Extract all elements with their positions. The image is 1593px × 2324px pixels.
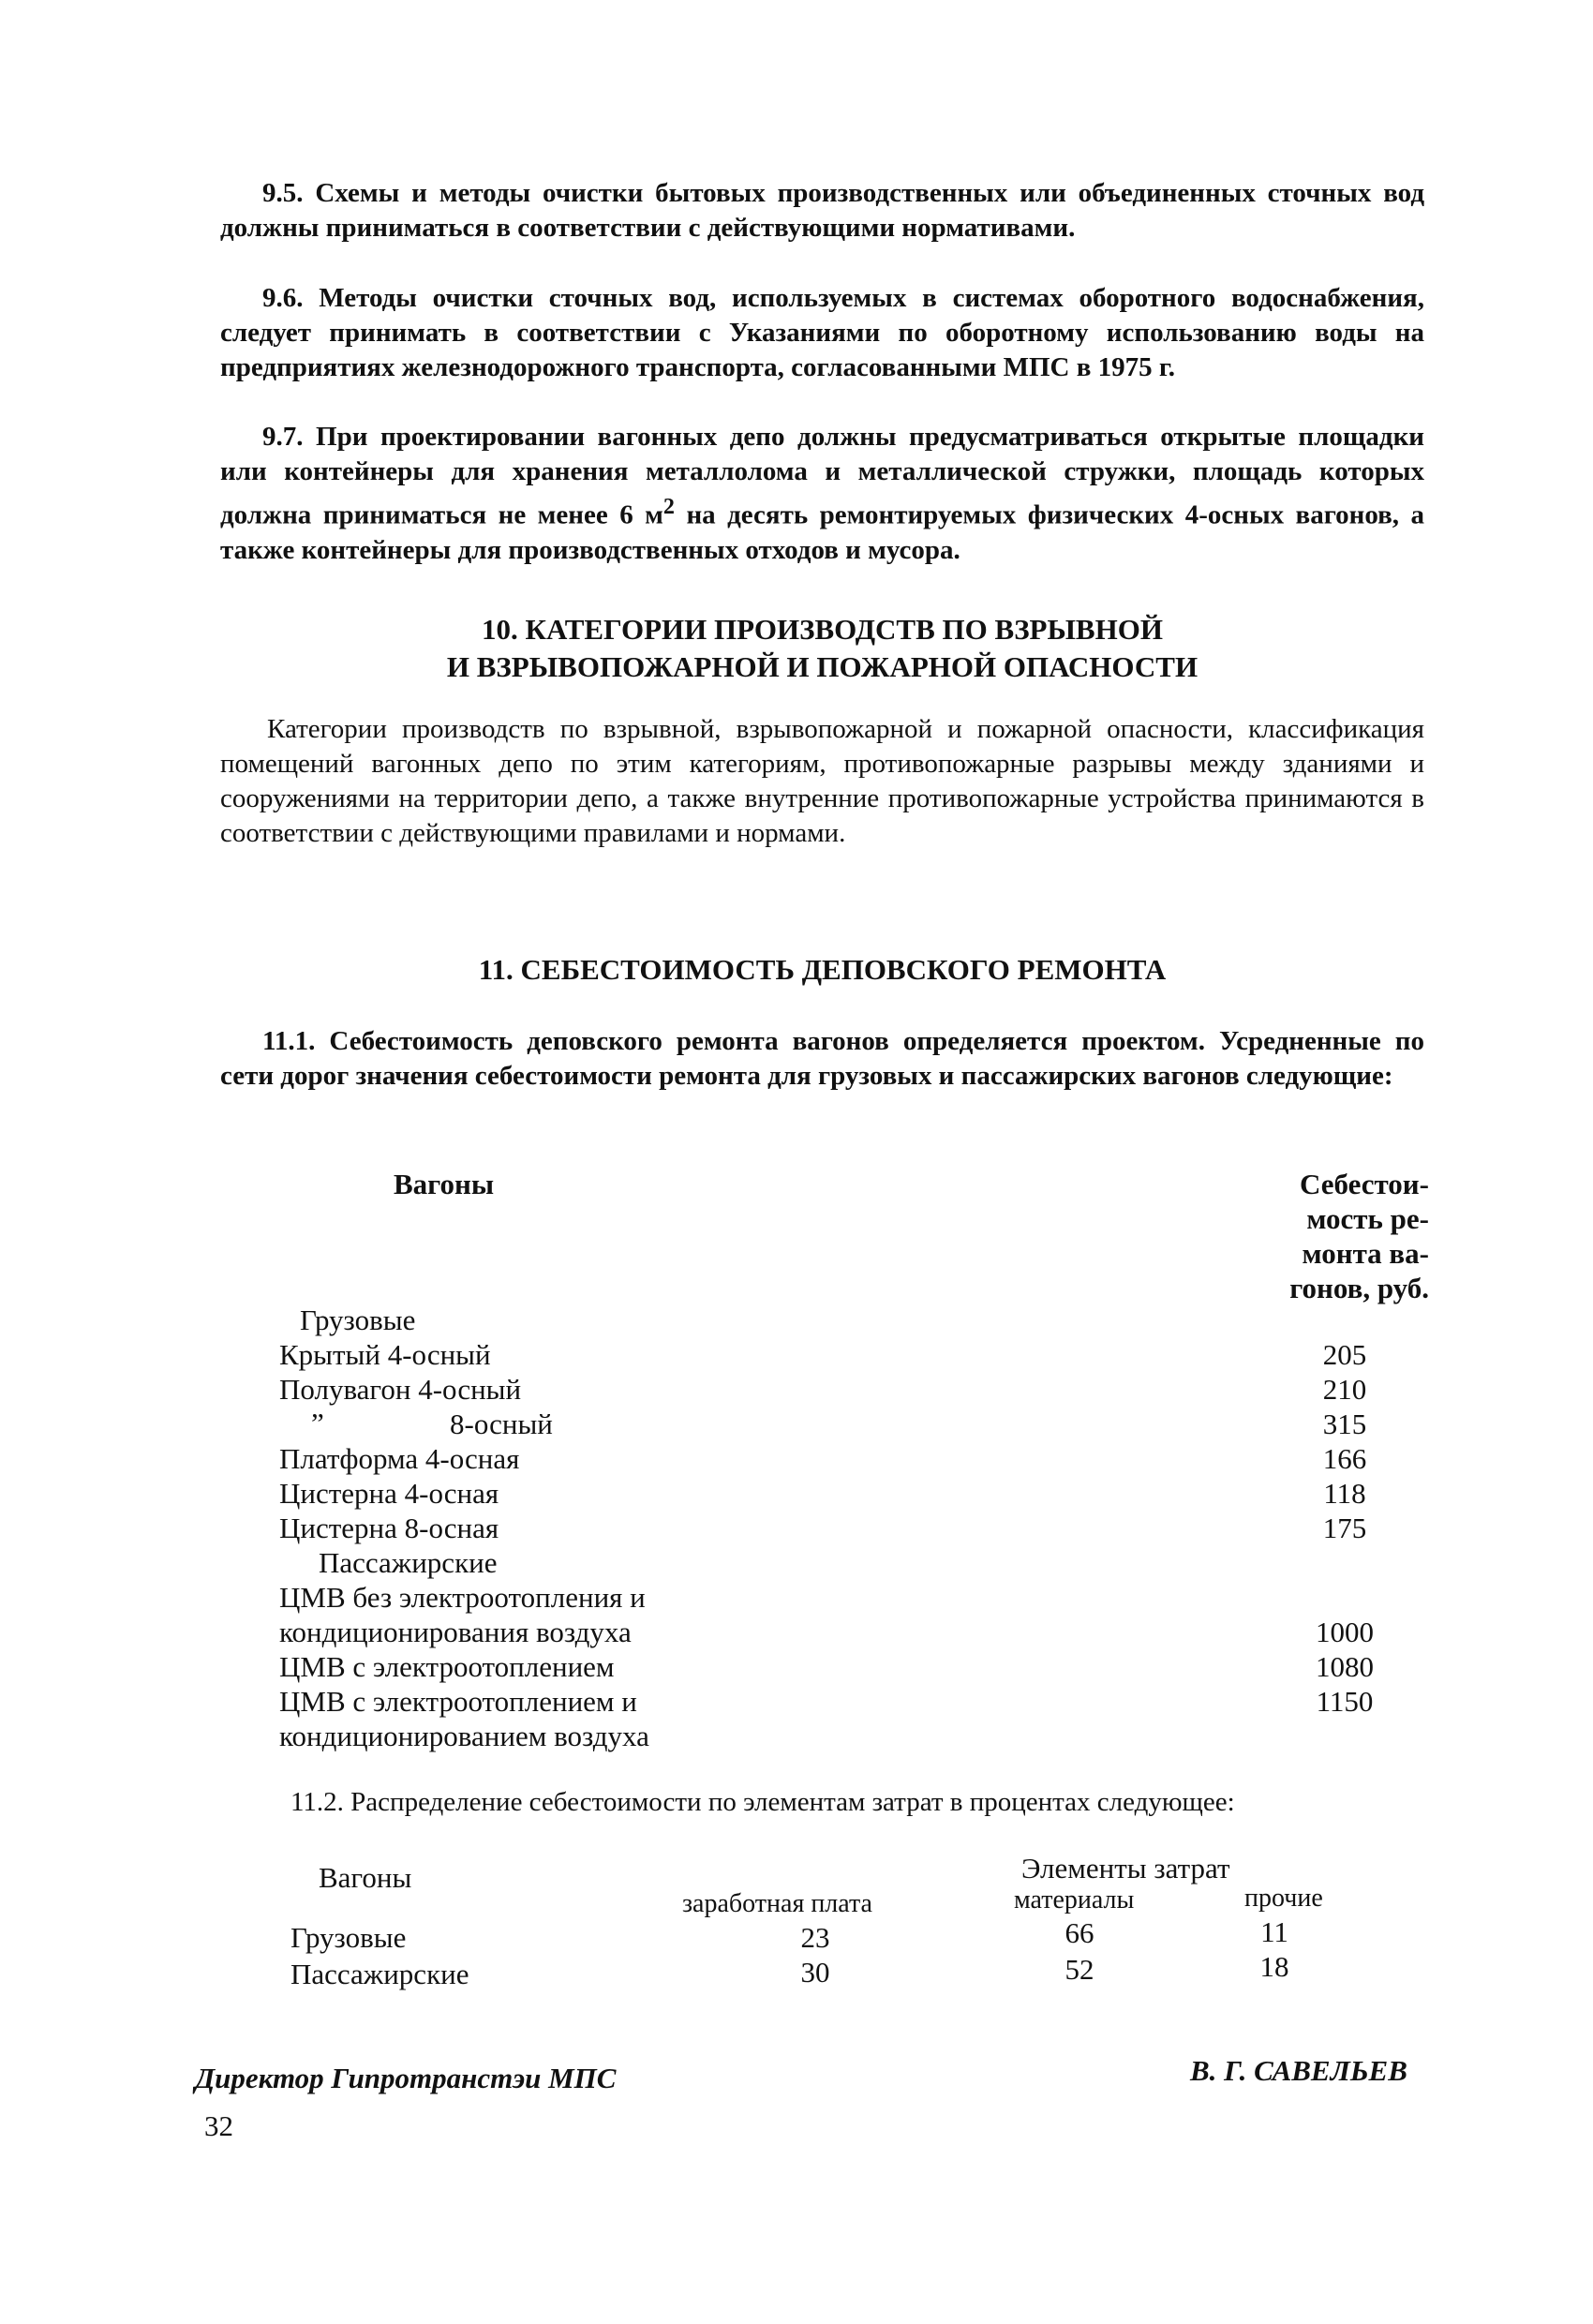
table-row-cont: кондиционирования воздуха bbox=[279, 1616, 632, 1648]
table-row: Цистерна 8-осная bbox=[279, 1512, 499, 1544]
paragraph-9-6: 9.6. Методы очистки сточных вод, используемых в системах оборотного водоснабжения, следует принимать в соответствии с Указаниями по оборотному использованию воды на предприятиях железнодорожного транспорта, согласованными МПС в 1975 г. bbox=[220, 283, 1424, 382]
signature-position: Директор Гипротранстэи МПС bbox=[195, 2062, 617, 2094]
section-10-heading-line2: И ВЗРЫВОПОЖАРНОЙ И ПОЖАРНОЙ ОПАСНОСТИ bbox=[446, 650, 1198, 683]
table-cell-value: 205 bbox=[1322, 1338, 1367, 1371]
table2-col-other: прочие bbox=[1244, 1884, 1323, 1913]
section-10-heading bbox=[220, 611, 1424, 686]
table-cell-value: 118 bbox=[1323, 1477, 1366, 1510]
table-row: 8-осный bbox=[450, 1408, 553, 1440]
table-cell-value: 175 bbox=[1322, 1512, 1367, 1544]
table-cell-value: 1080 bbox=[1316, 1650, 1374, 1683]
section-11-heading: 11. СЕБЕСТОИМОСТЬ ДЕПОВСКОГО РЕМОНТА bbox=[478, 953, 1167, 986]
table-cell-value: 11 bbox=[1260, 1915, 1288, 1948]
ditto-mark: ” bbox=[311, 1407, 324, 1439]
table-cell-value: 30 bbox=[800, 1956, 830, 1989]
table-row: ЦМВ с электроотоплением и bbox=[279, 1685, 637, 1718]
table-row: Полувагон 4-осный bbox=[279, 1373, 522, 1406]
page-number: 32 bbox=[204, 2109, 233, 2142]
table2-col-salary: заработная плата bbox=[682, 1889, 872, 1918]
paragraph-11-1: 11.1. Себестоимость деповского ремонта вагонов определяется проектом. Усредненные по сети дорог значения себестоимости ремонта для грузовых и пассажирских вагонов следующие: bbox=[220, 1026, 1424, 1091]
table-cell-value: 18 bbox=[1259, 1950, 1289, 1983]
table1-group-freight: Грузовые bbox=[300, 1304, 416, 1336]
table-row: Платформа 4-осная bbox=[279, 1442, 520, 1475]
table1-header-wagons: Вагоны bbox=[394, 1168, 495, 1200]
paragraph-9-5: 9.5. Схемы и методы очистки бытовых производственных или объединенных сточных вод должны приниматься в соответствии с действующими нормативами. bbox=[220, 178, 1424, 243]
table-cell-value: 210 bbox=[1322, 1373, 1367, 1406]
table-row: Пассажирские bbox=[290, 1958, 469, 1990]
paragraph-10: Категории производств по взрывной, взрывопожарной и пожарной опасности, классификация помещений вагонных депо по этим категориям, противопожарные разрывы между зданиями и сооружениями на территории депо, а также внутренние противопожарные устройства принимаются в соответствии с действующими правилами и нормами. bbox=[220, 714, 1424, 848]
table-cell-value: 23 bbox=[800, 1921, 830, 1954]
signature-name: В. Г. САВЕЛЬЕВ bbox=[1190, 2054, 1407, 2087]
table-cell-value: 166 bbox=[1322, 1442, 1367, 1475]
superscript-2: 2 bbox=[663, 494, 675, 519]
table-row: Цистерна 4-осная bbox=[279, 1477, 499, 1510]
table-row: Грузовые bbox=[290, 1921, 407, 1954]
table1-header-cost: Себестои- мость ре- монта ва- гонов, руб. bbox=[1289, 1168, 1429, 1304]
table-row-cont: кондиционированием воздуха bbox=[279, 1720, 649, 1752]
table-cell-value: 66 bbox=[1064, 1916, 1094, 1949]
table-row: Крытый 4-осный bbox=[279, 1338, 491, 1371]
table2-col-materials: материалы bbox=[1014, 1885, 1135, 1914]
table1-group-passenger: Пассажирские bbox=[319, 1546, 498, 1579]
table-row: ЦМВ без электроотопления и bbox=[279, 1581, 646, 1614]
table2-header-group: Элементы затрат bbox=[1021, 1852, 1230, 1885]
table-cell-value: 52 bbox=[1064, 1953, 1094, 1986]
table-cell-value: 315 bbox=[1322, 1408, 1367, 1440]
table-cell-value: 1150 bbox=[1316, 1685, 1374, 1718]
table2-header-wagons: Вагоны bbox=[319, 1861, 412, 1894]
section-10-heading-line1: 10. КАТЕГОРИИ ПРОИЗВОДСТВ ПО ВЗРЫВНОЙ bbox=[482, 613, 1163, 646]
paragraph-9-7: 9.7. При проектировании вагонных депо должны предусматриваться открытые площадки или контейнеры для хранения металлолома и металлической стружки, площадь которых должна приниматься не менее 6 $м^2$ на десять ремонтируемых физических 4-осных вагонов, а также контейнеры для производственных отходов и мусора. bbox=[220, 422, 1425, 565]
table-row: ЦМВ с электроотоплением bbox=[279, 1650, 615, 1683]
table-cell-value: 1000 bbox=[1316, 1616, 1374, 1648]
paragraph-11-2: 11.2. Распределение себестоимости по элементам затрат в процентах следующее: bbox=[290, 1787, 1235, 1817]
